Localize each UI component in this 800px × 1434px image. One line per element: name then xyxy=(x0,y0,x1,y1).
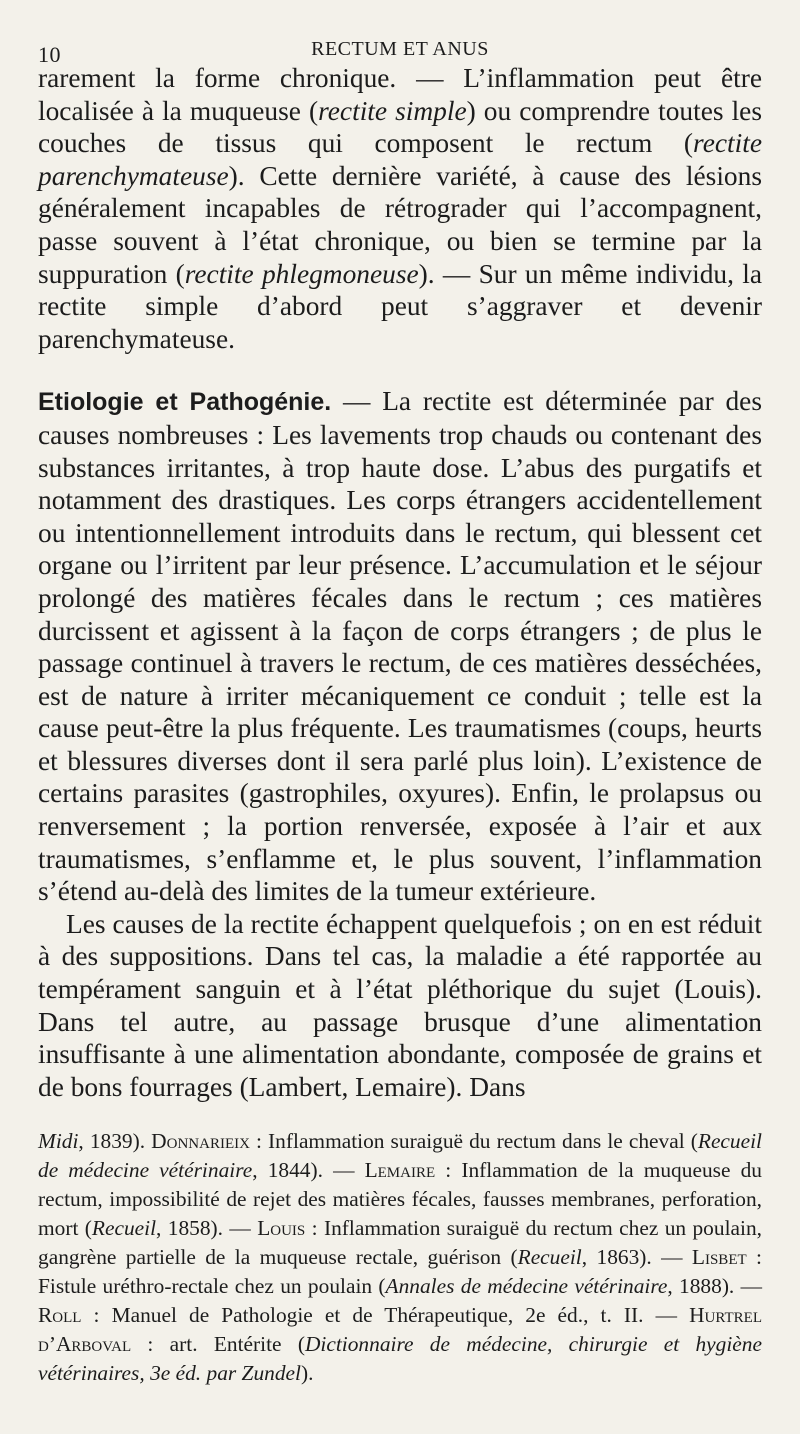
text-run: ). Cette dernière variété, à cause des lésions généralement incapables de rétrograder qui l’accompagnent, passe souvent à l’état chronique, ou bien se termine par la suppuration ( xyxy=(38,160,762,289)
journal-title: Recueil xyxy=(517,1245,582,1270)
footnotes xyxy=(38,1127,762,1388)
term-rectite-phlegmoneuse: rectite phlegmoneuse xyxy=(184,258,419,289)
text-run: : art. Entérite ( xyxy=(131,1332,305,1357)
term-rectite-parenchymateuse: rectite parenchymateuse xyxy=(38,128,762,191)
section-heading: Etiologie et Pathogénie. xyxy=(38,388,332,417)
text-run: ). xyxy=(300,1361,314,1386)
paragraph-continuation xyxy=(38,62,762,355)
author-name: Lemaire xyxy=(364,1158,436,1183)
text-run: ) ou comprendre toutes les couches de tissus qui composent le rectum ( xyxy=(38,95,763,159)
body-text xyxy=(38,62,762,1103)
footnote-text xyxy=(38,1127,762,1388)
author-name: Donnarieix xyxy=(151,1129,250,1154)
text-run: ). — Sur un même individu, la rectite simple d’abord peut s’aggraver et devenir parenchymateuse. xyxy=(38,258,762,354)
text-run: , 1888). — xyxy=(667,1274,762,1299)
journal-title: Annales de médecine vétérinaire xyxy=(385,1274,668,1299)
paragraph-causes xyxy=(38,908,762,1104)
text-run: , 1839). xyxy=(78,1129,152,1154)
author-name: Roll xyxy=(38,1303,82,1328)
term-rectite-simple: rectite simple xyxy=(318,95,467,126)
text-run: : Manuel de Pathologie et de Thérapeutique, 2e éd., t. II. — xyxy=(81,1303,690,1328)
text-run: : Fistule uréthro-rectale chez un poulain ( xyxy=(38,1245,762,1299)
text-run: , 1858). — xyxy=(156,1216,258,1241)
page-header xyxy=(38,30,762,67)
journal-title: Recueil xyxy=(91,1216,157,1241)
author-name: Hurtrel d’Arboval xyxy=(38,1303,762,1357)
journal-title: Recueil de médecine vétérinaire xyxy=(38,1129,763,1183)
text-run: Les causes de la rectite échappent quelquefois ; on en est réduit à des suppositions. Dans tel cas, la maladie a été rapportée au tempérament sanguin et à l’état pléthorique du sujet (Louis). Dans tel autre, au passage brusque d’une alimentation insuffisante à une alimentation abondante, composée de grains et de bons fourrages (Lambert, Lemaire). Dans xyxy=(38,908,762,1102)
journal-title: Dictionnaire de médecine, chirurgie et hygiène vétérinaires, 3e éd. par Zundel xyxy=(38,1332,762,1386)
author-name: Louis xyxy=(257,1216,306,1241)
text-run: — La rectite est déterminée par des causes nombreuses : Les lavements trop chauds ou contenant des substances irritantes, à trop haute dose. L’abus des purgatifs et notamment des drastiques. Les corps étrangers accidentellement ou intentionnellement introduits dans le rectum, qui blessent cet organe ou l’irritent par leur présence. L’accumulation et le séjour prolongé des matières fécales dans le rectum ; ces matières durcissent et agissent à la façon de corps étrangers ; de plus le passage continuel à travers le rectum, de ces matières desséchées, est de nature à irriter mécaniquement ce conduit ; telle est la cause peut-être la plus fréquente. Les traumatismes (coups, heurts et blessures diverses dont il sera parlé plus loin). L’existence de certains parasites (gastrophiles, oxyures). Enfin, le prolapsus ou renversement ; la portion renversée, exposée à l’air et aux traumatismes, s’enflamme et, le plus souvent, l’inflammation s’étend au-delà des limites de la tumeur extérieure. xyxy=(38,386,762,907)
text-run: : Inflammation de la muqueuse du rectum, impossibilité de rejet des matières fécales, fausses membranes, perforation, mort ( xyxy=(38,1158,762,1241)
page-number: 10 xyxy=(38,42,61,67)
text-run: , 1863). — xyxy=(581,1245,692,1270)
text-run: , 1844). — xyxy=(252,1158,365,1183)
text-run: : Inflammation suraiguë du rectum dans le cheval ( xyxy=(249,1129,698,1154)
text-run: rarement la forme chronique. — L’inflammation peut être localisée à la muqueuse ( xyxy=(38,63,762,126)
paragraph-etiologie xyxy=(38,385,762,908)
author-name: Lisbet xyxy=(691,1245,747,1270)
text-run: Midi xyxy=(38,1129,79,1154)
running-title: RECTUM ET ANUS xyxy=(311,38,489,60)
text-run: : Inflammation suraiguë du rectum chez un poulain, gangrène partielle de la muqueuse rectale, guérison ( xyxy=(38,1216,762,1270)
